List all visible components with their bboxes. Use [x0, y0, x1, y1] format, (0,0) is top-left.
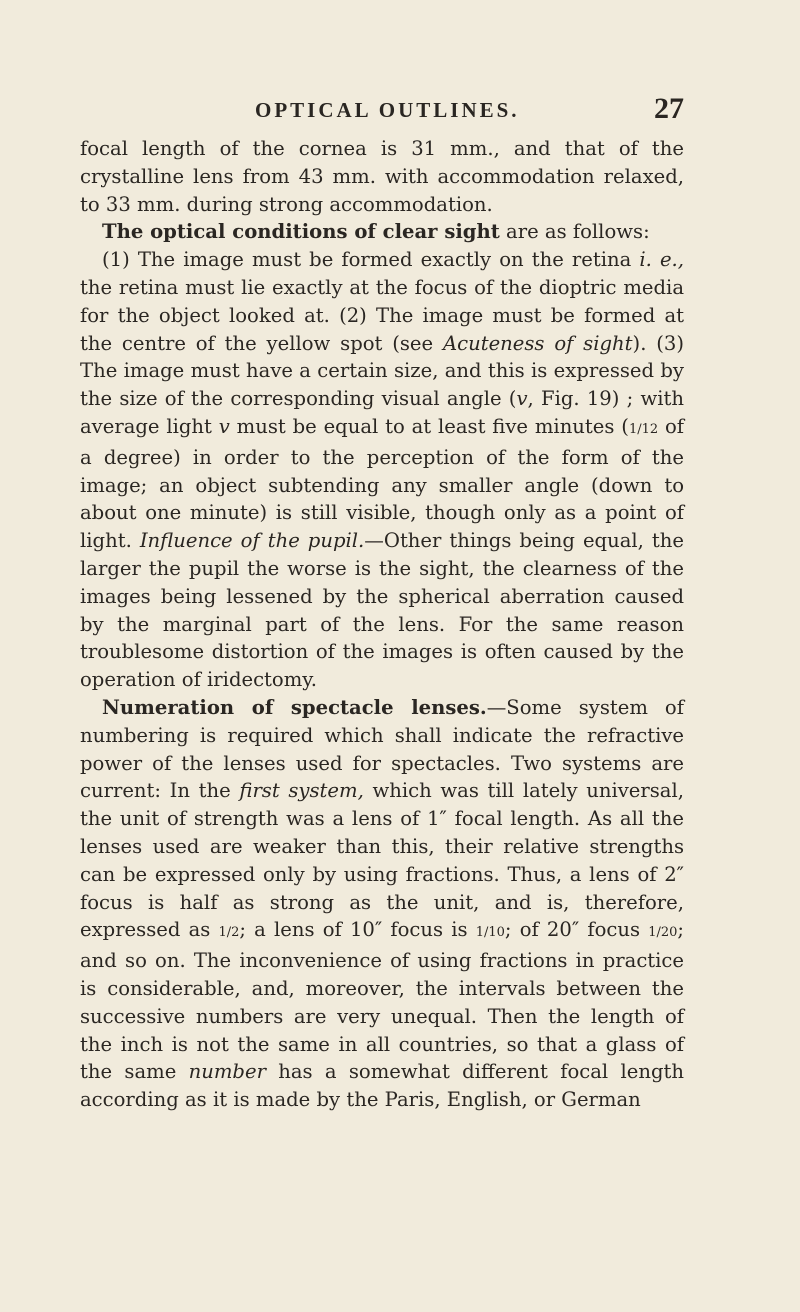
text-run: which was till lately universal, the unit of strength was a lens of 1″ focal length. As all the lenses used are weaker than this, their relative strengths can be expressed only by using fractions. Thus, a lens of 2″ focus is half as strong as the unit, and is, therefore, expressed as	[80, 779, 684, 942]
text-run-italic: v	[218, 414, 230, 438]
fraction: 1/2	[218, 925, 240, 941]
text-run: ). (3) The image must have a certain size, and this is expressed by the size of the corresponding visual angle (	[80, 331, 684, 411]
text-run: —Some system of numbering is required which shall indicate the refractive power of the lenses used for spectacles. Two systems are current: In the	[80, 695, 684, 803]
paragraph-optical-conditions	[80, 218, 684, 246]
fraction: 1/12	[628, 421, 659, 437]
section-heading-optical-conditions: The optical conditions of clear sight	[102, 220, 500, 244]
text-run: has a somewhat different focal length according as it is made by the Paris, English, or German	[80, 1060, 684, 1112]
page-number: 27	[654, 92, 684, 125]
paragraph-text: are as follows:	[499, 220, 650, 244]
section-heading-influence-of-pupil: Influence of the pupil.	[139, 529, 365, 553]
text-run: of a degree) in order to the perception of the form of the image; an object subtending any smaller angle (down to about one minute) is still visible, though only as a point of light.	[80, 414, 685, 553]
text-run: must be equal to at least five minutes (	[229, 414, 629, 438]
page-header	[80, 92, 684, 132]
text-run: —Other things being equal, the larger the pupil the worse is the sight, the clearness of the images being lessened by the spherical aberration caused by the marginal part of the lens. For the same reason troublesome distortion of the images is often caused by the operation of iridectomy.	[80, 529, 684, 692]
body-text	[80, 135, 684, 1114]
paragraph-cornea	[80, 135, 684, 218]
paragraph-text: focal length of the cornea is 31 mm., and that of the crystalline lens from 43 mm. with accommodation relaxed, to 33 mm. during strong accommodation.	[80, 137, 684, 216]
text-run-italic: number	[188, 1060, 266, 1084]
cross-reference: Acuteness of sight	[442, 331, 633, 355]
text-run: ; and so on. The inconvenience of using fractions in practice is considerable, and, moreover, the intervals between the successive numbers are very unequal. Then the length of the inch is not the same in all countries, so that a glass of the same	[80, 918, 684, 1084]
text-run-italic: i. e.,	[639, 248, 684, 272]
text-run: (1) The image must be formed exactly on the retina	[102, 248, 640, 272]
text-run: the retina must lie exactly at the focus of the dioptric media for the object looked at. (2) The image must be formed at the centre of the yellow spot (see	[80, 275, 684, 355]
text-run: ; a lens of 10″ focus is	[239, 918, 476, 942]
text-run: , Fig. 19) ; with average light	[80, 387, 684, 438]
running-title: OPTICAL OUTLINES.	[255, 98, 520, 122]
fraction: 1/20	[648, 925, 678, 941]
section-heading-numeration: Numeration of spectacle lenses.	[102, 695, 487, 719]
paragraph-numeration	[80, 694, 684, 1114]
paragraph-conditions-list	[80, 246, 684, 694]
text-run-italic: first system,	[239, 779, 364, 803]
text-run: ; of 20″ focus	[504, 918, 649, 942]
fraction: 1/10	[475, 925, 505, 941]
text-run-italic: v	[516, 387, 528, 411]
